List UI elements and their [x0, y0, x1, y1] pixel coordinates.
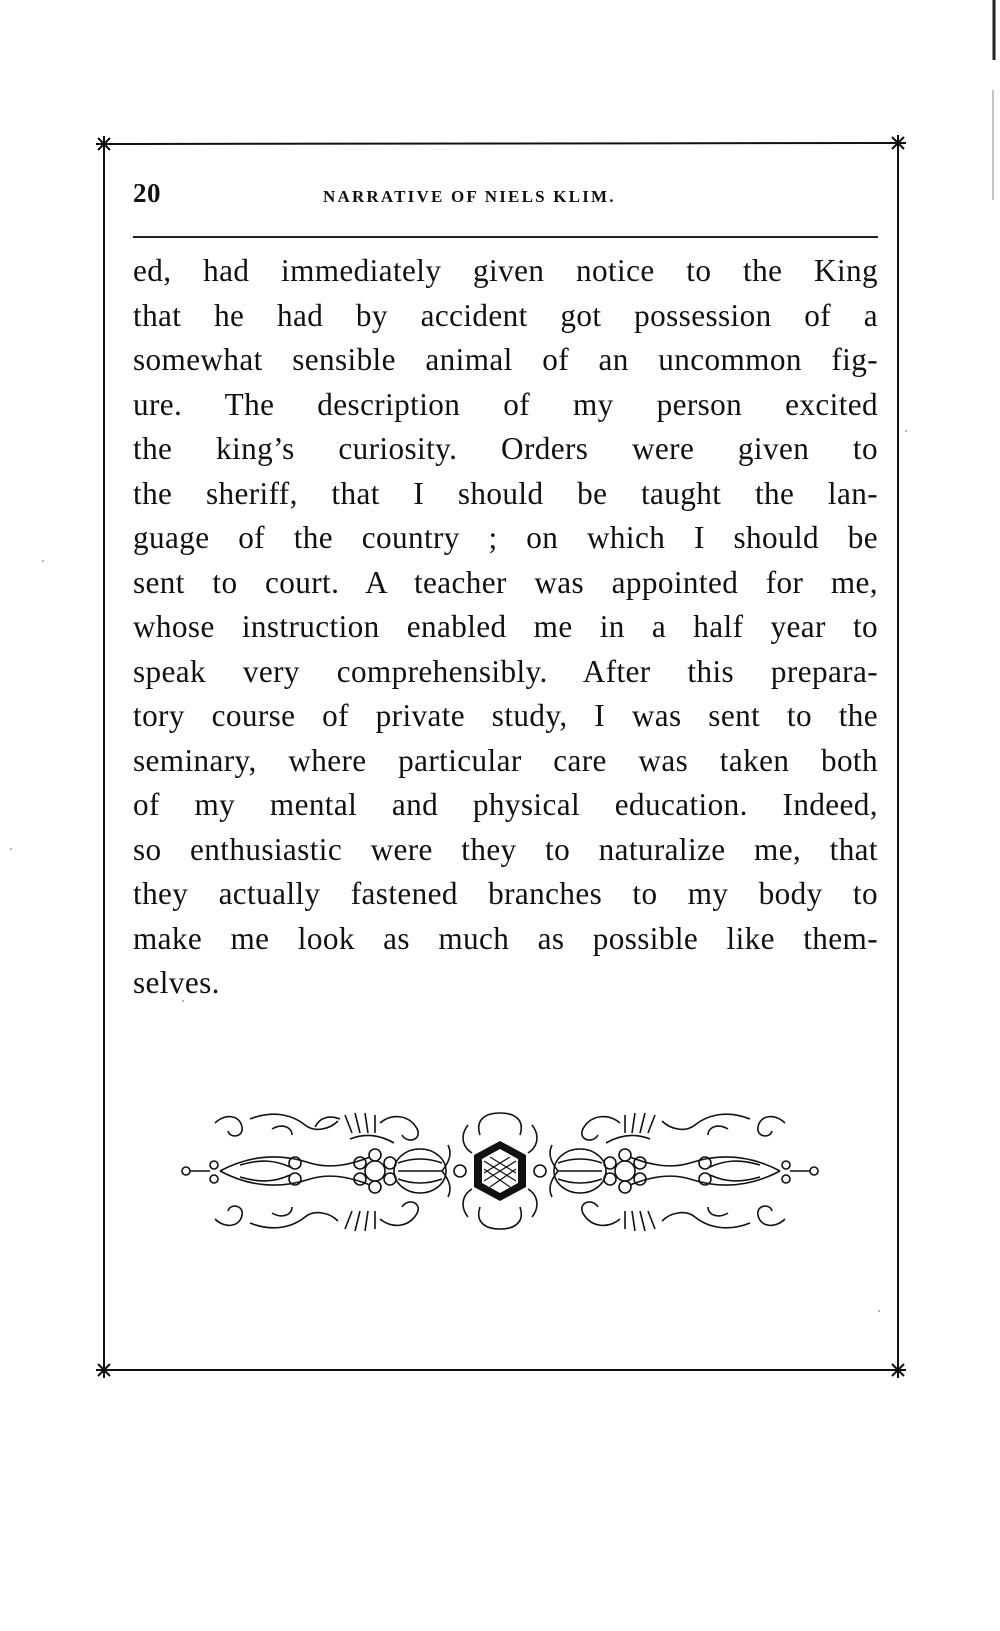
text-line: so enthusiastic were they to naturalize me, that: [133, 831, 878, 867]
asterisk-corner-icon: [96, 136, 112, 152]
body-text: [133, 249, 878, 1006]
header-rule: [133, 236, 878, 238]
text-line: that he had by accident got possession of a: [133, 297, 878, 333]
floral-tailpiece-ornament: [180, 1105, 820, 1245]
text-line: they actually fastened branches to my body to: [133, 876, 878, 911]
asterisk-corner-icon: [96, 1362, 112, 1378]
paper-speck: [182, 1000, 184, 1002]
running-title: NARRATIVE OF NIELS KLIM.: [323, 187, 616, 206]
text-line: somewhat sensible animal of an uncommon fig-: [133, 342, 878, 377]
paper-speck: [905, 430, 907, 432]
text-line: tory course of private study, I was sent to the: [133, 698, 878, 733]
paper-speck: [10, 848, 12, 850]
page-header: [133, 178, 878, 218]
text-line: selves.: [133, 965, 220, 1000]
text-line: make me look as much as possible like them-: [133, 920, 878, 956]
text-line: speak very comprehensibly. After this prepara-: [133, 653, 878, 689]
paper-speck: [878, 1310, 880, 1312]
paper-speck: [42, 560, 44, 562]
text-line: whose instruction enabled me in a half year to: [133, 609, 878, 644]
text-line: the sheriff, that I should be taught the lan-: [133, 475, 878, 511]
text-line: sent to court. A teacher was appointed for me,: [133, 564, 878, 600]
text-line: of my mental and physical education. Indeed,: [133, 787, 878, 822]
page-number: 20: [133, 178, 161, 208]
text-line: guage of the country ; on which I should be: [133, 520, 878, 555]
text-line: ure. The description of my person excited: [133, 386, 878, 422]
text-line: seminary, where particular care was taken both: [133, 742, 878, 778]
center-medallion: [474, 1141, 526, 1201]
asterisk-corner-icon: [890, 1362, 906, 1378]
text-line: ed, had immediately given notice to the King: [133, 253, 878, 288]
text-line: the king’s curiosity. Orders were given to: [133, 431, 878, 466]
asterisk-corner-icon: [890, 135, 906, 151]
